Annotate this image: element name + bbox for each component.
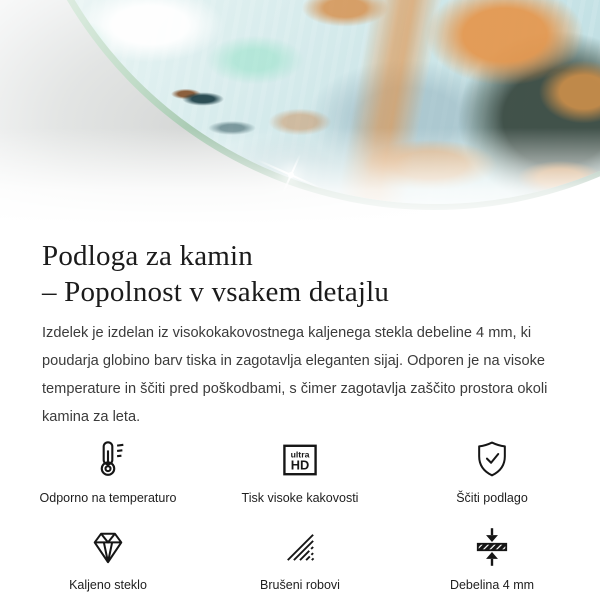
product-description: Izdelek je izdelan iz visokokakovostnega kaljenega stekla debeline 4 mm, ki poudarja globino barv tiska in zagotavlja eleganten sijaj. Odporen je na visoke temperature in ščiti pred poškodbami, s čimer zagotavlja zaščito prostora okoli kamina za leta.	[42, 325, 548, 425]
feature-icon-box	[278, 438, 322, 482]
diamond-icon	[86, 525, 130, 569]
feature-label: Brušeni robovi	[260, 578, 340, 592]
feature-beveled-edges	[204, 525, 396, 592]
shield-check-icon	[470, 438, 514, 482]
feature-thickness	[396, 525, 588, 592]
product-image	[0, 0, 600, 232]
page-title	[42, 238, 560, 310]
beveled-edges-icon	[279, 526, 321, 568]
features-grid	[12, 438, 588, 592]
page-title-line1: Podloga za kamin	[42, 240, 253, 272]
feature-icon-box	[279, 525, 321, 569]
feature-print-quality	[204, 438, 396, 505]
ultra-hd-icon	[278, 438, 322, 482]
svg-text:HD: HD	[290, 457, 310, 473]
feature-icon-box	[86, 525, 130, 569]
feature-icon-box	[85, 438, 131, 482]
feature-tempered-glass	[12, 525, 204, 592]
feature-icon-box	[470, 438, 514, 482]
feature-label: Kaljeno steklo	[69, 578, 147, 592]
product-info-section	[0, 232, 600, 592]
feature-protects-surface	[396, 438, 588, 505]
thermometer-icon	[85, 437, 131, 483]
feature-label: Odporno na temperaturo	[39, 491, 177, 505]
feature-temperature-resistant	[12, 438, 204, 505]
feature-label: Tisk visoke kakovosti	[241, 491, 359, 505]
glass-sparkle-highlight	[288, 172, 294, 178]
page-title-line2: – Popolnost v vsakem detajlu	[42, 276, 390, 308]
feature-label: Debelina 4 mm	[449, 578, 535, 592]
feature-label: Ščiti podlago	[456, 491, 528, 505]
thickness-icon	[470, 525, 514, 569]
feature-icon-box	[470, 525, 514, 569]
svg-text:ultra: ultra	[290, 449, 310, 460]
